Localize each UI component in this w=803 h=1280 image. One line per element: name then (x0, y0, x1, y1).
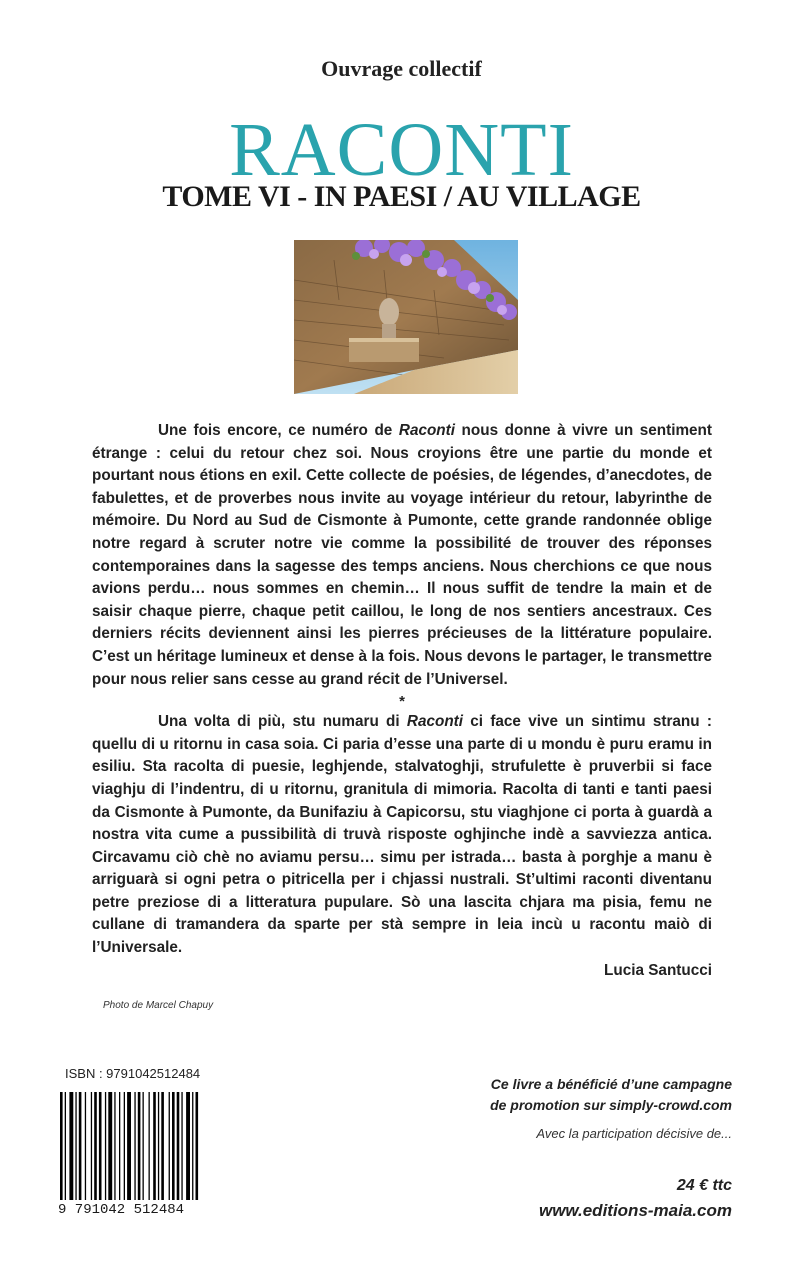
publisher-website[interactable]: www.editions-maia.com (538, 1201, 732, 1220)
paragraph-french: Une fois encore, ce numéro de Raconti nous donne à vivre un sentiment étrange : celui du retour chez soi. Nous croyions être une partie du monde et pourtant nous étions en exil. Cette collecte de poésies, de légendes, d’anecdotes, de fabulettes, et de proverbes nous invite au voyage intérieur du retour, labyrinthe de mémoire. Du Nord au Sud de Cismonte à Pumonte, cette grande randonnée oblige notre regard à scruter notre vie comme la possibilité de trouver des réponses contemporaines dans la sagesse des temps anciens. Nous cherchions ce que nous avions perdu… nous sommes en chemin… Il nous suffit de tendre la main et de saisir chaque pierre, chaque petit caillou, le long de nos sentiers ancestraux. Ces derniers récits deviennent ainsi les pierres précieuses de la littérature populaire. C’est un héritage lumineux et dense à la fois. Nous devons le partager, le transmettre pour nous relier sans cesse au grand récit de l’Universel. (92, 422, 712, 688)
isbn: ISBN : 9791042512484 (65, 1066, 201, 1081)
title-mention: Raconti (398, 422, 455, 439)
photo-credit: Photo de Marcel Chapuy (103, 1000, 214, 1011)
kicker: Ouvrage collectif (321, 56, 482, 81)
paragraph-corsican: Una volta di più, stu numaru di Raconti ci face vive un sintimu stranu : quellu di u ritornu in casa soia. Ci paria d’esse una parte di u mondu è puru eramu in esiliu. Sta racolta di puesie, leghjende, stalvatoghji, strufulette è pruverbii si face viaghju di l’indentru, di u ritornu, granitula di mimoria. Racolta di tanti e tanti paesi da Cismonte à Pumonte, da Bunifaziu à Capicorsu, stu viaghjone ci porta à guardà a nostra vita cume a pussibilità di truvà risposte oghjinche indè a savviezza antica. Circavamu ciò chè no aviamu persu… simu per istrada… basta à porghje a manu è arriguarà si ogni petra o pitricella per i chjassi nustrali. St’ultimi raconti diventanu petre preziose di a litteratura pupulare. Sò una lascita chjara ma pisia, femu ne cullane di tramandera da sparte per stà sempre in leia incù u racontu maiò di l’Universale. (92, 713, 712, 957)
back-cover-text (92, 420, 712, 982)
price: 24 € ttc (676, 1177, 732, 1194)
book-subtitle: TOME VI - IN PAESI / AU VILLAGE (162, 180, 641, 213)
barcode-digits: 9 791042 512484 (58, 1202, 185, 1218)
author-signature: Lucia Santucci (604, 961, 712, 979)
title-mention: Raconti (406, 713, 464, 731)
book-title: RACONTI (229, 108, 574, 192)
separator-star: * (399, 693, 405, 711)
participation-text: Avec la participation décisive de... (536, 1126, 732, 1141)
promo-text: Ce livre a bénéficié d’une campagne de promotion sur simply-crowd.com (490, 1076, 732, 1113)
cover-photo (294, 240, 518, 394)
